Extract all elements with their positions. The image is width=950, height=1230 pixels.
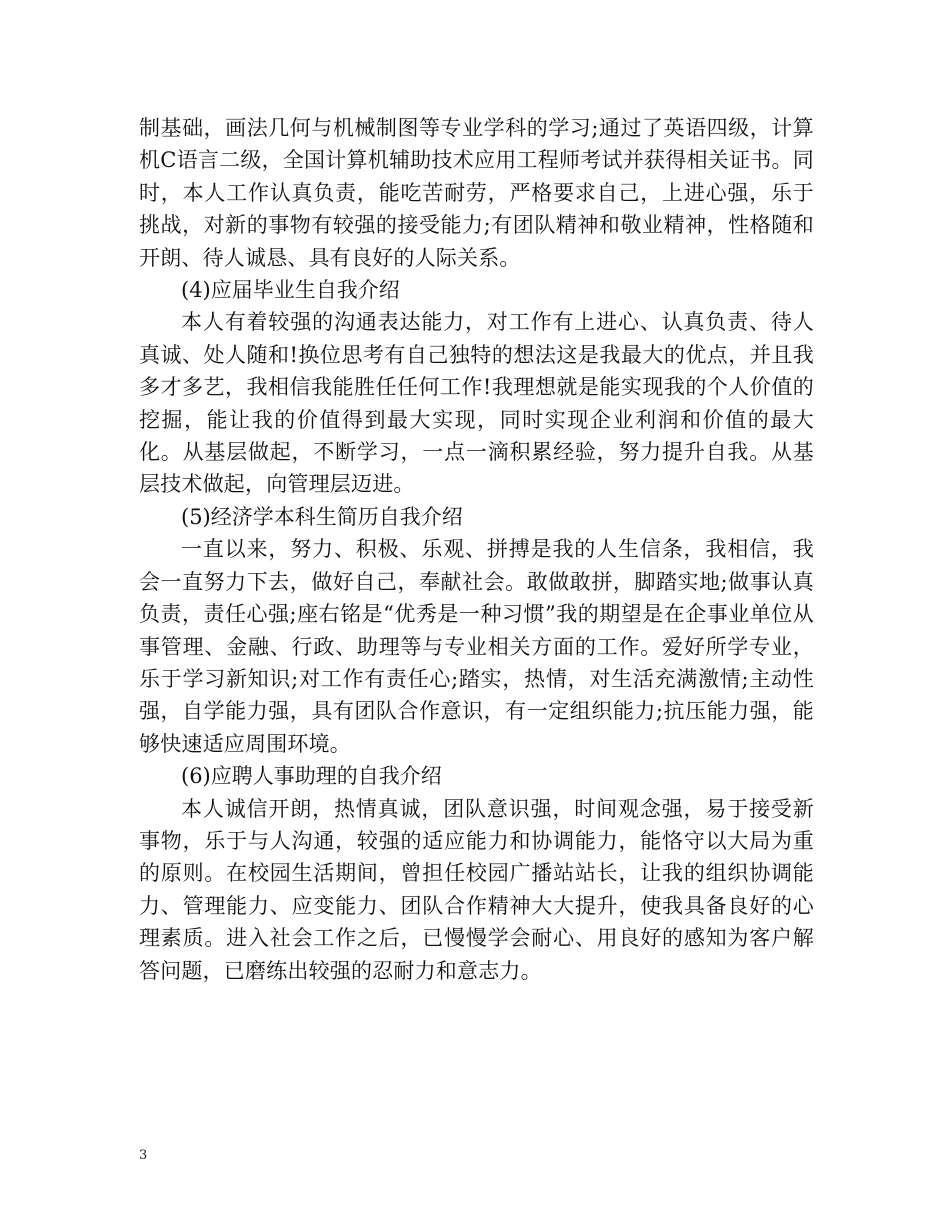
document-body [139, 112, 814, 987]
section-heading-5: (5)经济学本科生简历自我介绍 [181, 504, 463, 529]
section-heading-6: (6)应聘人事助理的自我介绍 [181, 764, 442, 789]
paragraph-section-6: 本人诚信开朗，热情真诚，团队意识强，时间观念强，易于接受新事物，乐于与人沟通，较强的适应能力和协调能力，能恪守以大局为重的原则。在校园生活期间，曾担任校园广播站站长，让我的组织协调能力、管理能力、应变能力、团队合作精神大大提升，使我具备良好的心理素质。进入社会工作之后，已慢慢学会耐心、用良好的感知为客户解答问题，已磨练出较强的忍耐力和意志力。 [139, 796, 814, 983]
page-number: 3 [139, 1148, 148, 1163]
paragraph-section-5: 一直以来，努力、积极、乐观、拼搏是我的人生信条，我相信，我会一直努力下去，做好自己，奉献社会。敢做敢拼，脚踏实地;做事认真负责，责任心强;座右铭是“优秀是一种习惯”我的期望是在企事业单位从事管理、金融、行政、助理等与专业相关方面的工作。爱好所学专业，乐于学习新知识;对工作有责任心;踏实，热情，对生活充满激情;主动性强，自学能力强，具有团队合作意识，有一定组织能力;抗压能力强，能够快速适应周围环境。 [139, 537, 814, 756]
paragraph-intro-continuation: 制基础，画法几何与机械制图等专业学科的学习;通过了英语四级，计算机C语言二级，全国计算机辅助技术应用工程师考试并获得相关证书。同时，本人工作认真负责，能吃苦耐劳，严格要求自己，上进心强，乐于挑战，对新的事物有较强的接受能力;有团队精神和敬业精神，性格随和开朗、待人诚恳、具有良好的人际关系。 [139, 116, 814, 270]
section-heading-4: (4)应届毕业生自我介绍 [181, 278, 400, 303]
paragraph-section-4: 本人有着较强的沟通表达能力，对工作有上进心、认真负责、待人真诚、处人随和!换位思考有自己独特的想法这是我最大的优点，并且我多才多艺，我相信我能胜任任何工作!我理想就是能实现我的个人价值的挖掘，能让我的价值得到最大实现，同时实现企业利润和价值的最大化。从基层做起，不断学习，一点一滴积累经验，努力提升自我。从基层技术做起，向管理层迈进。 [139, 310, 814, 497]
